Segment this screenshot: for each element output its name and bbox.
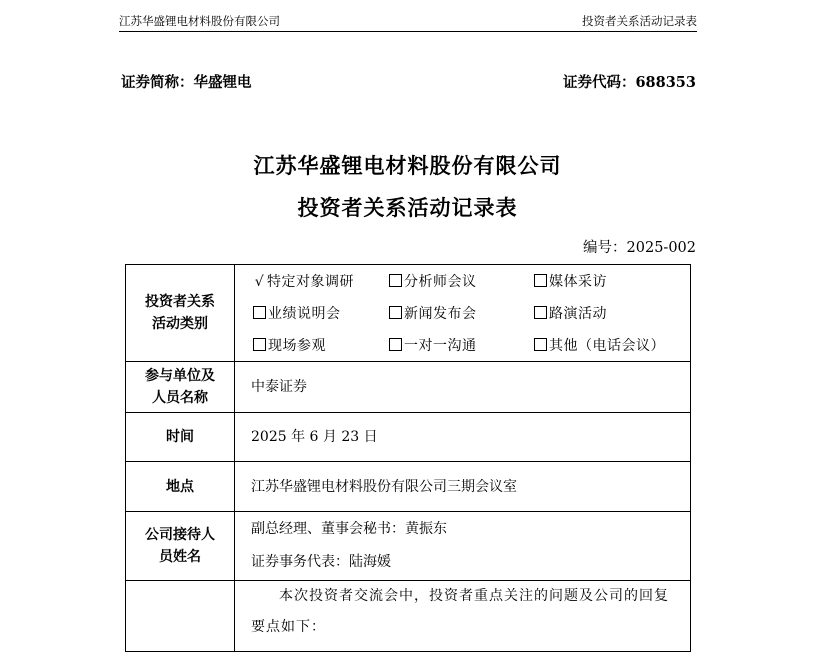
table-row-category	[126, 265, 691, 362]
content-paragraph-continued: 要点如下：	[251, 619, 326, 635]
time-label: 时间	[126, 413, 235, 462]
checkbox-option[interactable]	[534, 271, 684, 293]
checkbox-option[interactable]	[253, 303, 389, 325]
table-row-participants	[126, 362, 691, 413]
securities-short-name: 证券简称：华盛锂电	[121, 74, 252, 91]
location-label: 地点	[126, 462, 235, 512]
category-label-line1: 投资者关系	[145, 294, 215, 310]
checkbox-option[interactable]	[253, 271, 389, 293]
receptionist-line: 副总经理、董事会秘书：黄振东	[251, 521, 447, 537]
checkbox-option-label: 媒体采访	[549, 274, 607, 290]
participants-label-line1: 参与单位及	[145, 368, 215, 384]
time-value: 2025 年 6 月 23 日	[235, 413, 691, 462]
checkbox-icon[interactable]	[253, 338, 266, 351]
category-label	[126, 265, 235, 362]
table-row-time	[126, 413, 691, 462]
location-value: 江苏华盛锂电材料股份有限公司三期会议室	[235, 462, 691, 512]
page-header	[119, 12, 697, 32]
participants-value: 中泰证券	[235, 362, 691, 413]
checkbox-option-label: 一对一沟通	[404, 338, 477, 354]
content-label	[126, 581, 235, 652]
checkbox-icon[interactable]	[534, 338, 547, 351]
header-company: 江苏华盛锂电材料股份有限公司	[119, 14, 280, 28]
checkbox-option[interactable]	[534, 303, 684, 325]
receptionists-label-line1: 公司接待人	[145, 527, 215, 543]
table-row-location	[126, 462, 691, 512]
receptionist-line: 证券事务代表：陆海媛	[251, 554, 391, 570]
checkbox-icon[interactable]	[389, 274, 402, 287]
checkbox-option-label: 分析师会议	[404, 274, 477, 290]
document-title: 投资者关系活动记录表	[297, 195, 518, 220]
category-options	[235, 265, 691, 362]
participants-label	[126, 362, 235, 413]
header-doc-title: 投资者关系活动记录表	[582, 14, 697, 28]
checkbox-option-label: 新闻发布会	[404, 306, 477, 322]
activity-record-table	[125, 264, 691, 652]
checkbox-option[interactable]	[389, 271, 534, 293]
document-title-company: 江苏华盛锂电材料股份有限公司	[253, 153, 562, 178]
checkbox-option[interactable]	[534, 335, 684, 357]
table-row-content	[126, 581, 691, 652]
table-row-receptionists	[126, 512, 691, 581]
securities-code: 证券代码：688353	[562, 74, 696, 91]
checkmark-icon: √	[254, 274, 265, 290]
checkbox-icon[interactable]	[253, 306, 266, 319]
category-label-line2: 活动类别	[152, 316, 208, 332]
checkbox-icon[interactable]	[534, 306, 547, 319]
checkbox-option[interactable]	[253, 335, 389, 357]
checkbox-option-label: 路演活动	[549, 306, 607, 322]
content-value	[235, 581, 691, 652]
receptionists-value	[235, 512, 691, 581]
content-paragraph: 本次投资者交流会中，投资者重点关注的问题及公司的回复	[279, 588, 669, 604]
checkbox-option-label: 业绩说明会	[268, 306, 341, 322]
checkbox-icon[interactable]	[534, 274, 547, 287]
checkbox-option[interactable]	[389, 303, 534, 325]
checkbox-option-label: 特定对象调研	[267, 274, 354, 290]
receptionists-label-line2: 员姓名	[159, 549, 201, 565]
checkbox-option[interactable]	[389, 335, 534, 357]
participants-label-line2: 人员名称	[152, 390, 208, 406]
checkbox-option-label: 现场参观	[268, 338, 326, 354]
checkbox-icon[interactable]	[389, 338, 402, 351]
checkbox-option-label: 其他（电话会议）	[549, 338, 665, 354]
document-number: 编号：2025-002	[583, 240, 696, 256]
receptionists-label	[126, 512, 235, 581]
checkbox-icon[interactable]	[389, 306, 402, 319]
